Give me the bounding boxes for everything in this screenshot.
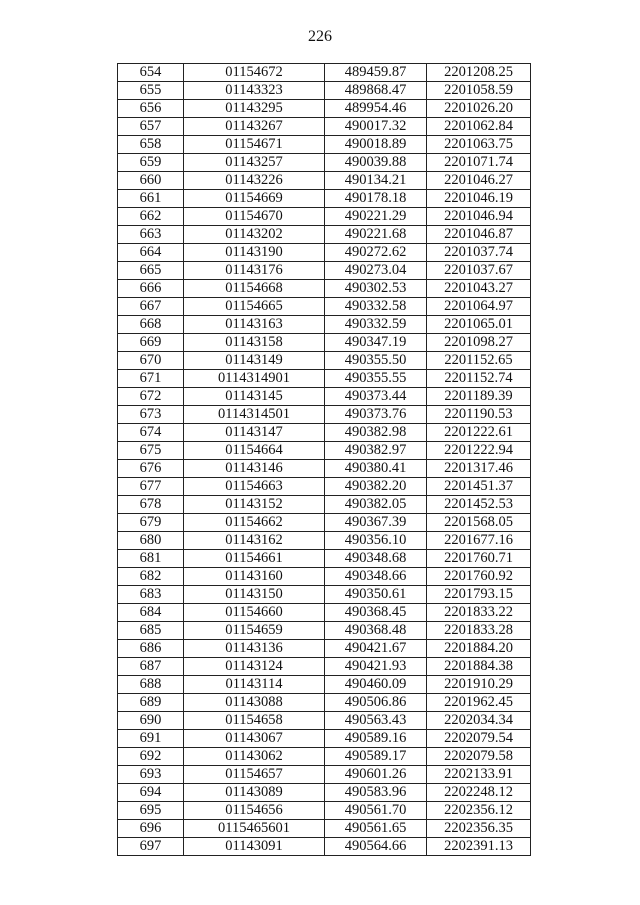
row-index-cell: 671 xyxy=(118,370,184,388)
x-coordinate-cell: 490368.48 xyxy=(325,622,427,640)
point-id-cell: 01143088 xyxy=(184,694,325,712)
x-coordinate-cell: 490589.17 xyxy=(325,748,427,766)
row-index-cell: 664 xyxy=(118,244,184,262)
table-row xyxy=(118,172,531,190)
y-coordinate-cell: 2202248.12 xyxy=(427,784,531,802)
row-index-cell: 666 xyxy=(118,280,184,298)
point-id-cell: 01143226 xyxy=(184,172,325,190)
table-row xyxy=(118,190,531,208)
point-id-cell: 01143202 xyxy=(184,226,325,244)
y-coordinate-cell: 2202391.13 xyxy=(427,838,531,856)
point-id-cell: 01143190 xyxy=(184,244,325,262)
x-coordinate-cell: 490273.04 xyxy=(325,262,427,280)
point-id-cell: 01154665 xyxy=(184,298,325,316)
x-coordinate-cell: 490563.43 xyxy=(325,712,427,730)
point-id-cell: 01143114 xyxy=(184,676,325,694)
row-index-cell: 682 xyxy=(118,568,184,586)
x-coordinate-cell: 490382.98 xyxy=(325,424,427,442)
y-coordinate-cell: 2202079.58 xyxy=(427,748,531,766)
x-coordinate-cell: 490460.09 xyxy=(325,676,427,694)
row-index-cell: 676 xyxy=(118,460,184,478)
y-coordinate-cell: 2201046.87 xyxy=(427,226,531,244)
y-coordinate-cell: 2201043.27 xyxy=(427,280,531,298)
y-coordinate-cell: 2201962.45 xyxy=(427,694,531,712)
table-row xyxy=(118,208,531,226)
page-number: 226 xyxy=(308,28,332,45)
table-row xyxy=(118,100,531,118)
y-coordinate-cell: 2201026.20 xyxy=(427,100,531,118)
point-id-cell: 01154661 xyxy=(184,550,325,568)
x-coordinate-cell: 490134.21 xyxy=(325,172,427,190)
x-coordinate-cell: 490564.66 xyxy=(325,838,427,856)
table-row xyxy=(118,802,531,820)
row-index-cell: 667 xyxy=(118,298,184,316)
row-index-cell: 675 xyxy=(118,442,184,460)
x-coordinate-cell: 490221.68 xyxy=(325,226,427,244)
row-index-cell: 656 xyxy=(118,100,184,118)
row-index-cell: 663 xyxy=(118,226,184,244)
point-id-cell: 01143162 xyxy=(184,532,325,550)
point-id-cell: 01143145 xyxy=(184,388,325,406)
table-row xyxy=(118,298,531,316)
point-id-cell: 01154657 xyxy=(184,766,325,784)
point-id-cell: 01143067 xyxy=(184,730,325,748)
table-row xyxy=(118,730,531,748)
y-coordinate-cell: 2201046.94 xyxy=(427,208,531,226)
row-index-cell: 685 xyxy=(118,622,184,640)
point-id-cell: 01154656 xyxy=(184,802,325,820)
x-coordinate-cell: 490382.05 xyxy=(325,496,427,514)
x-coordinate-cell: 490356.10 xyxy=(325,532,427,550)
point-id-cell: 01143136 xyxy=(184,640,325,658)
x-coordinate-cell: 490589.16 xyxy=(325,730,427,748)
row-index-cell: 674 xyxy=(118,424,184,442)
row-index-cell: 658 xyxy=(118,136,184,154)
point-id-cell: 01154664 xyxy=(184,442,325,460)
coordinates-table xyxy=(117,63,531,856)
row-index-cell: 668 xyxy=(118,316,184,334)
y-coordinate-cell: 2201037.67 xyxy=(427,262,531,280)
point-id-cell: 01143089 xyxy=(184,784,325,802)
table-row xyxy=(118,424,531,442)
point-id-cell: 01154659 xyxy=(184,622,325,640)
y-coordinate-cell: 2201064.97 xyxy=(427,298,531,316)
x-coordinate-cell: 490373.76 xyxy=(325,406,427,424)
row-index-cell: 695 xyxy=(118,802,184,820)
table-row xyxy=(118,820,531,838)
y-coordinate-cell: 2201884.38 xyxy=(427,658,531,676)
x-coordinate-cell: 490348.66 xyxy=(325,568,427,586)
y-coordinate-cell: 2201046.27 xyxy=(427,172,531,190)
x-coordinate-cell: 490178.18 xyxy=(325,190,427,208)
point-id-cell: 01154658 xyxy=(184,712,325,730)
table-row xyxy=(118,622,531,640)
point-id-cell: 01143163 xyxy=(184,316,325,334)
y-coordinate-cell: 2202079.54 xyxy=(427,730,531,748)
point-id-cell: 01143149 xyxy=(184,352,325,370)
x-coordinate-cell: 489459.87 xyxy=(325,64,427,82)
y-coordinate-cell: 2201222.94 xyxy=(427,442,531,460)
row-index-cell: 654 xyxy=(118,64,184,82)
x-coordinate-cell: 490380.41 xyxy=(325,460,427,478)
point-id-cell: 01143147 xyxy=(184,424,325,442)
x-coordinate-cell: 490421.93 xyxy=(325,658,427,676)
table-row xyxy=(118,82,531,100)
row-index-cell: 690 xyxy=(118,712,184,730)
point-id-cell: 01143146 xyxy=(184,460,325,478)
x-coordinate-cell: 490368.45 xyxy=(325,604,427,622)
point-id-cell: 01143160 xyxy=(184,568,325,586)
row-index-cell: 677 xyxy=(118,478,184,496)
x-coordinate-cell: 490017.32 xyxy=(325,118,427,136)
row-index-cell: 692 xyxy=(118,748,184,766)
row-index-cell: 694 xyxy=(118,784,184,802)
point-id-cell: 01143091 xyxy=(184,838,325,856)
x-coordinate-cell: 490506.86 xyxy=(325,694,427,712)
point-id-cell: 01143257 xyxy=(184,154,325,172)
y-coordinate-cell: 2201190.53 xyxy=(427,406,531,424)
x-coordinate-cell: 490039.88 xyxy=(325,154,427,172)
point-id-cell: 01154672 xyxy=(184,64,325,82)
y-coordinate-cell: 2201833.28 xyxy=(427,622,531,640)
table-row xyxy=(118,280,531,298)
y-coordinate-cell: 2201677.16 xyxy=(427,532,531,550)
x-coordinate-cell: 490561.65 xyxy=(325,820,427,838)
x-coordinate-cell: 490583.96 xyxy=(325,784,427,802)
row-index-cell: 670 xyxy=(118,352,184,370)
x-coordinate-cell: 489868.47 xyxy=(325,82,427,100)
row-index-cell: 681 xyxy=(118,550,184,568)
x-coordinate-cell: 490561.70 xyxy=(325,802,427,820)
x-coordinate-cell: 490302.53 xyxy=(325,280,427,298)
table-row xyxy=(118,244,531,262)
point-id-cell: 0115465601 xyxy=(184,820,325,838)
table-row xyxy=(118,784,531,802)
table-row xyxy=(118,496,531,514)
table-row xyxy=(118,478,531,496)
x-coordinate-cell: 490348.68 xyxy=(325,550,427,568)
row-index-cell: 684 xyxy=(118,604,184,622)
point-id-cell: 01143124 xyxy=(184,658,325,676)
y-coordinate-cell: 2202133.91 xyxy=(427,766,531,784)
table-row xyxy=(118,658,531,676)
y-coordinate-cell: 2201884.20 xyxy=(427,640,531,658)
y-coordinate-cell: 2201062.84 xyxy=(427,118,531,136)
y-coordinate-cell: 2201152.65 xyxy=(427,352,531,370)
point-id-cell: 01154670 xyxy=(184,208,325,226)
x-coordinate-cell: 490421.67 xyxy=(325,640,427,658)
row-index-cell: 657 xyxy=(118,118,184,136)
table-row xyxy=(118,586,531,604)
row-index-cell: 678 xyxy=(118,496,184,514)
row-index-cell: 669 xyxy=(118,334,184,352)
point-id-cell: 0114314501 xyxy=(184,406,325,424)
x-coordinate-cell: 490355.50 xyxy=(325,352,427,370)
row-index-cell: 687 xyxy=(118,658,184,676)
point-id-cell: 01143150 xyxy=(184,586,325,604)
table-row xyxy=(118,460,531,478)
y-coordinate-cell: 2201568.05 xyxy=(427,514,531,532)
table-row xyxy=(118,64,531,82)
row-index-cell: 660 xyxy=(118,172,184,190)
row-index-cell: 661 xyxy=(118,190,184,208)
y-coordinate-cell: 2201152.74 xyxy=(427,370,531,388)
point-id-cell: 01154669 xyxy=(184,190,325,208)
row-index-cell: 686 xyxy=(118,640,184,658)
x-coordinate-cell: 490332.59 xyxy=(325,316,427,334)
row-index-cell: 672 xyxy=(118,388,184,406)
point-id-cell: 01143158 xyxy=(184,334,325,352)
y-coordinate-cell: 2202356.35 xyxy=(427,820,531,838)
row-index-cell: 693 xyxy=(118,766,184,784)
table-row xyxy=(118,550,531,568)
row-index-cell: 688 xyxy=(118,676,184,694)
table-row xyxy=(118,838,531,856)
x-coordinate-cell: 490601.26 xyxy=(325,766,427,784)
table-row xyxy=(118,316,531,334)
y-coordinate-cell: 2201063.75 xyxy=(427,136,531,154)
row-index-cell: 689 xyxy=(118,694,184,712)
table-row xyxy=(118,262,531,280)
y-coordinate-cell: 2201065.01 xyxy=(427,316,531,334)
row-index-cell: 655 xyxy=(118,82,184,100)
table-row xyxy=(118,334,531,352)
x-coordinate-cell: 490347.19 xyxy=(325,334,427,352)
point-id-cell: 01154671 xyxy=(184,136,325,154)
table-row xyxy=(118,532,531,550)
point-id-cell: 01154663 xyxy=(184,478,325,496)
x-coordinate-cell: 490221.29 xyxy=(325,208,427,226)
table-row xyxy=(118,766,531,784)
row-index-cell: 680 xyxy=(118,532,184,550)
y-coordinate-cell: 2201833.22 xyxy=(427,604,531,622)
y-coordinate-cell: 2202034.34 xyxy=(427,712,531,730)
x-coordinate-cell: 490373.44 xyxy=(325,388,427,406)
y-coordinate-cell: 2201452.53 xyxy=(427,496,531,514)
x-coordinate-cell: 490350.61 xyxy=(325,586,427,604)
point-id-cell: 01154660 xyxy=(184,604,325,622)
table-row xyxy=(118,136,531,154)
x-coordinate-cell: 490382.97 xyxy=(325,442,427,460)
x-coordinate-cell: 490382.20 xyxy=(325,478,427,496)
point-id-cell: 01143062 xyxy=(184,748,325,766)
x-coordinate-cell: 490332.58 xyxy=(325,298,427,316)
row-index-cell: 673 xyxy=(118,406,184,424)
table-row xyxy=(118,712,531,730)
y-coordinate-cell: 2201037.74 xyxy=(427,244,531,262)
y-coordinate-cell: 2201760.71 xyxy=(427,550,531,568)
point-id-cell: 01154662 xyxy=(184,514,325,532)
row-index-cell: 696 xyxy=(118,820,184,838)
table-row xyxy=(118,676,531,694)
y-coordinate-cell: 2201760.92 xyxy=(427,568,531,586)
table-row xyxy=(118,370,531,388)
y-coordinate-cell: 2201071.74 xyxy=(427,154,531,172)
x-coordinate-cell: 490272.62 xyxy=(325,244,427,262)
x-coordinate-cell: 489954.46 xyxy=(325,100,427,118)
y-coordinate-cell: 2201189.39 xyxy=(427,388,531,406)
x-coordinate-cell: 490367.39 xyxy=(325,514,427,532)
table-row xyxy=(118,406,531,424)
y-coordinate-cell: 2201793.15 xyxy=(427,586,531,604)
x-coordinate-cell: 490355.55 xyxy=(325,370,427,388)
row-index-cell: 659 xyxy=(118,154,184,172)
table-row xyxy=(118,694,531,712)
row-index-cell: 665 xyxy=(118,262,184,280)
point-id-cell: 01143267 xyxy=(184,118,325,136)
table-row xyxy=(118,514,531,532)
point-id-cell: 01143176 xyxy=(184,262,325,280)
y-coordinate-cell: 2201058.59 xyxy=(427,82,531,100)
point-id-cell: 01154668 xyxy=(184,280,325,298)
y-coordinate-cell: 2201222.61 xyxy=(427,424,531,442)
point-id-cell: 01143295 xyxy=(184,100,325,118)
row-index-cell: 679 xyxy=(118,514,184,532)
table-row xyxy=(118,604,531,622)
y-coordinate-cell: 2201046.19 xyxy=(427,190,531,208)
table-row xyxy=(118,748,531,766)
point-id-cell: 01143152 xyxy=(184,496,325,514)
y-coordinate-cell: 2201208.25 xyxy=(427,64,531,82)
y-coordinate-cell: 2201451.37 xyxy=(427,478,531,496)
table-row xyxy=(118,442,531,460)
table-row xyxy=(118,352,531,370)
table-row xyxy=(118,568,531,586)
row-index-cell: 683 xyxy=(118,586,184,604)
table-row xyxy=(118,388,531,406)
y-coordinate-cell: 2202356.12 xyxy=(427,802,531,820)
y-coordinate-cell: 2201098.27 xyxy=(427,334,531,352)
table-row xyxy=(118,154,531,172)
point-id-cell: 01143323 xyxy=(184,82,325,100)
row-index-cell: 662 xyxy=(118,208,184,226)
x-coordinate-cell: 490018.89 xyxy=(325,136,427,154)
row-index-cell: 697 xyxy=(118,838,184,856)
y-coordinate-cell: 2201317.46 xyxy=(427,460,531,478)
table-row xyxy=(118,640,531,658)
table-row xyxy=(118,226,531,244)
point-id-cell: 0114314901 xyxy=(184,370,325,388)
table-row xyxy=(118,118,531,136)
y-coordinate-cell: 2201910.29 xyxy=(427,676,531,694)
row-index-cell: 691 xyxy=(118,730,184,748)
